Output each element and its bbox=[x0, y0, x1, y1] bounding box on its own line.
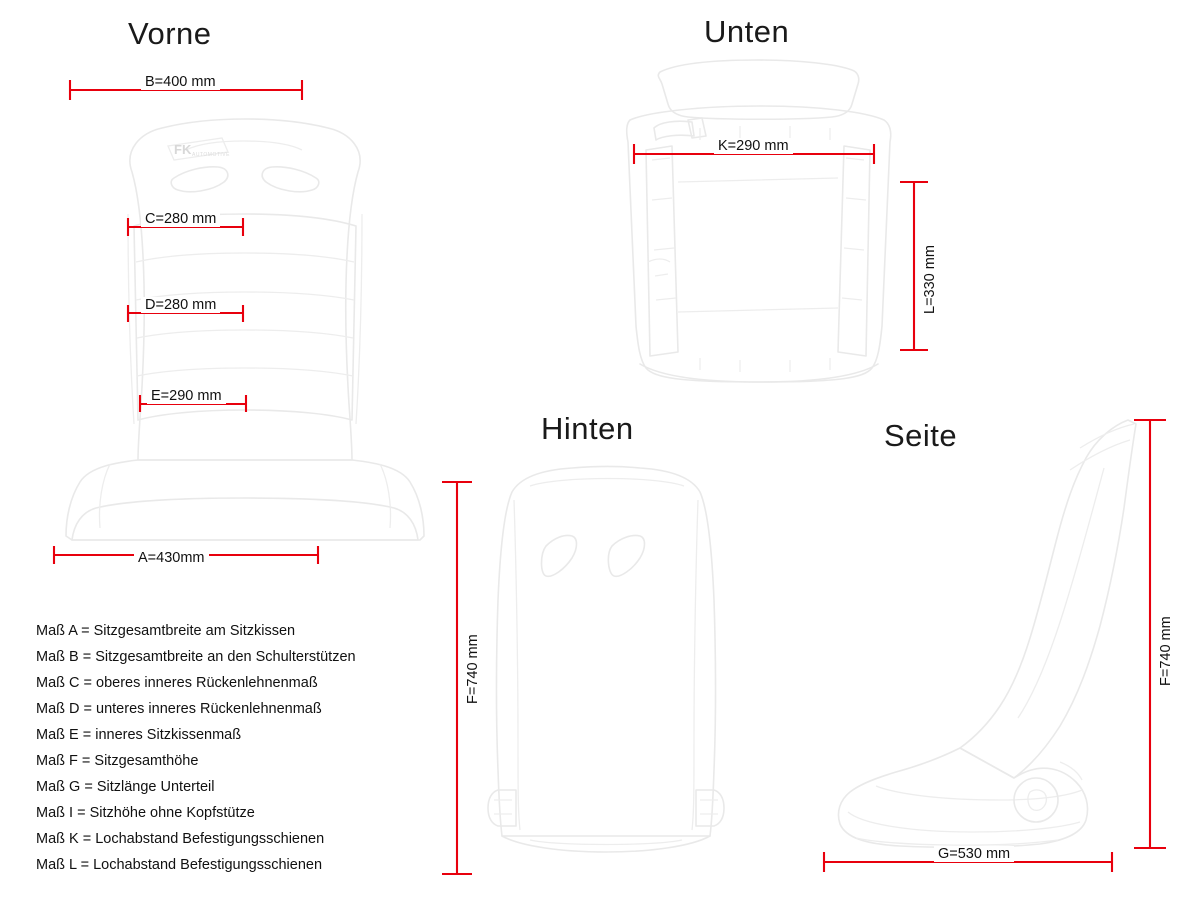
brand-logo-front bbox=[168, 138, 230, 160]
legend-item-e: Maß E = inneres Sitzkissenmaß bbox=[36, 727, 242, 743]
legend-item-k: Maß K = Lochabstand Befestigungsschienen bbox=[36, 831, 325, 847]
dimension-label-e: E=290 mm bbox=[147, 388, 226, 404]
dimension-label-d: D=280 mm bbox=[141, 297, 220, 313]
legend-item-g: Maß G = Sitzlänge Unterteil bbox=[36, 779, 215, 795]
front-view-dimension-lines bbox=[54, 80, 318, 564]
svg-text:FK: FK bbox=[174, 142, 192, 157]
front-view-seat-outline bbox=[66, 119, 424, 540]
bottom-view-seat-outline bbox=[627, 60, 891, 382]
dimension-label-c: C=280 mm bbox=[141, 211, 220, 227]
dimension-label-k: K=290 mm bbox=[714, 138, 793, 154]
legend-item-a: Maß A = Sitzgesamtbreite am Sitzkissen bbox=[36, 623, 296, 639]
legend-item-l: Maß L = Lochabstand Befestigungsschienen bbox=[36, 857, 323, 873]
dimension-label-a: A=430mm bbox=[134, 550, 209, 566]
bottom-view-dimension-lines bbox=[634, 144, 928, 350]
svg-text:AUTOMOTIVE: AUTOMOTIVE bbox=[192, 152, 230, 158]
dimension-label-l: L=330 mm bbox=[922, 241, 938, 318]
view-title-unten: Unten bbox=[704, 14, 790, 49]
dimension-label-f-side: F=740 mm bbox=[1158, 612, 1174, 690]
legend-item-d: Maß D = unteres inneres Rückenlehnenmaß bbox=[36, 701, 322, 717]
side-view-dimension-lines bbox=[824, 420, 1166, 872]
dimension-label-g: G=530 mm bbox=[934, 846, 1014, 862]
view-title-vorne: Vorne bbox=[128, 16, 212, 51]
legend-item-c: Maß C = oberes inneres Rückenlehnenmaß bbox=[36, 675, 318, 691]
dimension-label-b: B=400 mm bbox=[141, 74, 220, 90]
back-view-seat-outline bbox=[488, 467, 724, 853]
legend-item-f: Maß F = Sitzgesamthöhe bbox=[36, 753, 199, 769]
side-view-seat-outline bbox=[838, 420, 1136, 847]
view-title-seite: Seite bbox=[884, 418, 958, 453]
legend-item-i: Maß I = Sitzhöhe ohne Kopfstütze bbox=[36, 805, 255, 821]
view-title-hinten: Hinten bbox=[541, 411, 634, 446]
dimension-label-f-back: F=740 mm bbox=[465, 630, 481, 708]
legend-item-b: Maß B = Sitzgesamtbreite an den Schulterstützen bbox=[36, 649, 356, 665]
measurement-legend bbox=[36, 618, 456, 878]
